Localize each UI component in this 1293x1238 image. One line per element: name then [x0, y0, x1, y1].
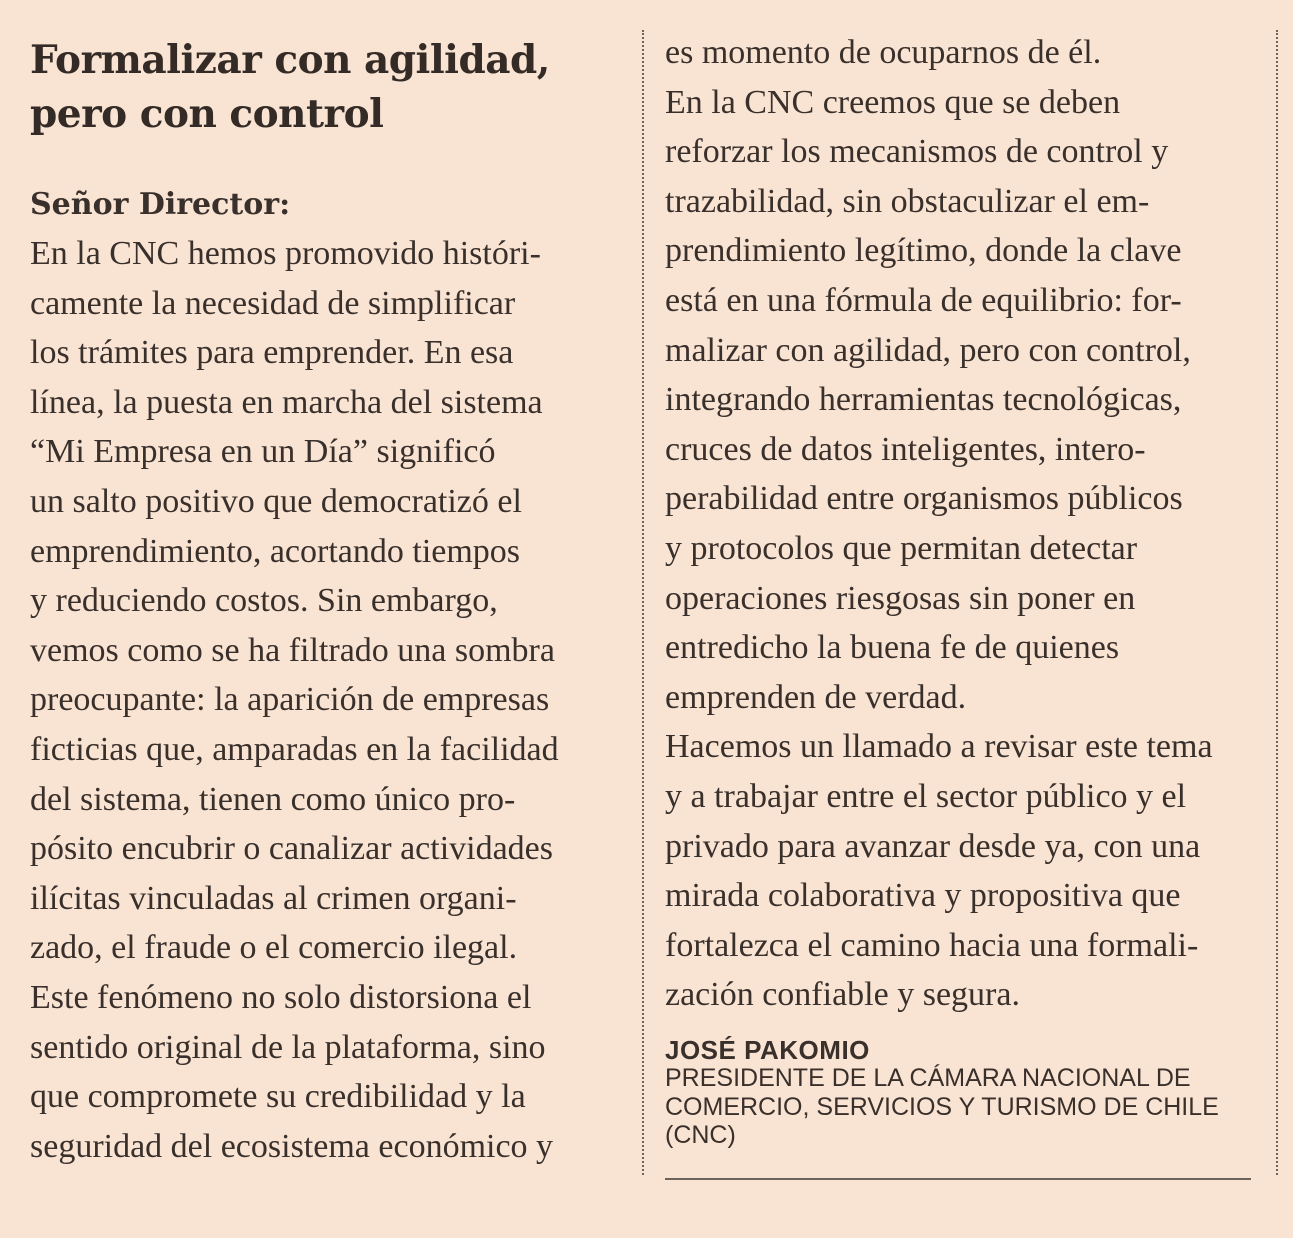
- body-line: privado para avanzar desde ya, con una: [665, 827, 1201, 865]
- body-line: que compromete su credibilidad y la: [30, 1078, 526, 1116]
- signature-block: [665, 1036, 1255, 1150]
- body-line: Este fenómeno no solo distorsiona el: [30, 978, 532, 1016]
- body-line: y a trabajar entre el sector público y el: [665, 777, 1187, 815]
- body-line: sentido original de la plataforma, sino: [30, 1028, 546, 1066]
- body-line: camente la necesidad de simplificar: [30, 284, 516, 322]
- body-line: fortalezca el camino hacia una formali-: [665, 926, 1199, 964]
- body-line: zado, el fraude o el comercio ilegal.: [30, 929, 518, 967]
- body-line: mirada colaborativa y propositiva que: [665, 877, 1181, 915]
- body-line: trazabilidad, sin obstaculizar el em-: [665, 182, 1150, 220]
- body-line: cruces de datos inteligentes, intero-: [665, 430, 1146, 468]
- body-line: y protocolos que permitan detectar: [665, 529, 1138, 567]
- signature-rule: [665, 1178, 1251, 1180]
- body-line: del sistema, tienen como único pro-: [30, 780, 516, 818]
- body-line: y reduciendo costos. Sin embargo,: [30, 582, 498, 620]
- body-line: malizar con agilidad, pero con control,: [665, 331, 1191, 369]
- body-line: vemos como se ha filtrado una sombra: [30, 631, 555, 669]
- page-edge-divider: [1276, 30, 1278, 1175]
- body-line: está en una fórmula de equilibrio: for-: [665, 281, 1182, 319]
- body-line: ficticias que, amparadas en la facilidad: [30, 730, 559, 768]
- body-line: reforzar los mecanismos de control y: [665, 133, 1169, 171]
- body-line: pósito encubrir o canalizar actividades: [30, 830, 553, 868]
- right-column-body: [665, 28, 1213, 1020]
- body-line: ilícitas vinculadas al crimen organi-: [30, 879, 517, 917]
- body-line: zación confiable y segura.: [665, 976, 1020, 1014]
- left-column-body: [30, 229, 559, 1171]
- body-line: los trámites para emprender. En esa: [30, 334, 514, 372]
- body-line: integrando herramientas tecnológicas,: [665, 381, 1182, 419]
- body-line: línea, la puesta en marcha del sistema: [30, 383, 543, 421]
- body-line: preocupante: la aparición de empresas: [30, 681, 550, 719]
- article-headline: Formalizar con agilidad, pero con control: [30, 37, 550, 137]
- body-line: En la CNC creemos que se deben: [665, 83, 1121, 121]
- body-line: emprenden de verdad.: [665, 678, 967, 716]
- body-line: entredicho la buena fe de quienes: [665, 629, 1120, 667]
- body-line: En la CNC hemos promovido históri-: [30, 235, 541, 272]
- body-line: seguridad del ecosistema económico y: [30, 1127, 554, 1165]
- signature-name: JOSÉ PAKOMIO: [665, 1035, 870, 1065]
- body-line: perabilidad entre organismos públicos: [665, 480, 1183, 518]
- body-line: es momento de ocuparnos de él.: [665, 34, 1102, 71]
- letter-salutation: Señor Director:: [30, 187, 291, 222]
- signature-title-line: PRESIDENTE DE LA CÁMARA NACIONAL DE: [665, 1064, 1191, 1092]
- body-line: un salto positivo que democratizó el: [30, 482, 522, 520]
- signature-title-line: (CNC): [665, 1121, 736, 1149]
- signature-title-line: COMERCIO, SERVICIOS Y TURISMO DE CHILE: [665, 1092, 1219, 1121]
- body-line: operaciones riesgosas sin poner en: [665, 579, 1136, 617]
- column-divider: [642, 30, 644, 1175]
- body-line: Hacemos un llamado a revisar este tema: [665, 728, 1213, 766]
- body-line: prendimiento legítimo, donde la clave: [665, 232, 1182, 270]
- body-line: emprendimiento, acortando tiempos: [30, 532, 521, 570]
- body-line: “Mi Empresa en un Día” significó: [30, 433, 496, 471]
